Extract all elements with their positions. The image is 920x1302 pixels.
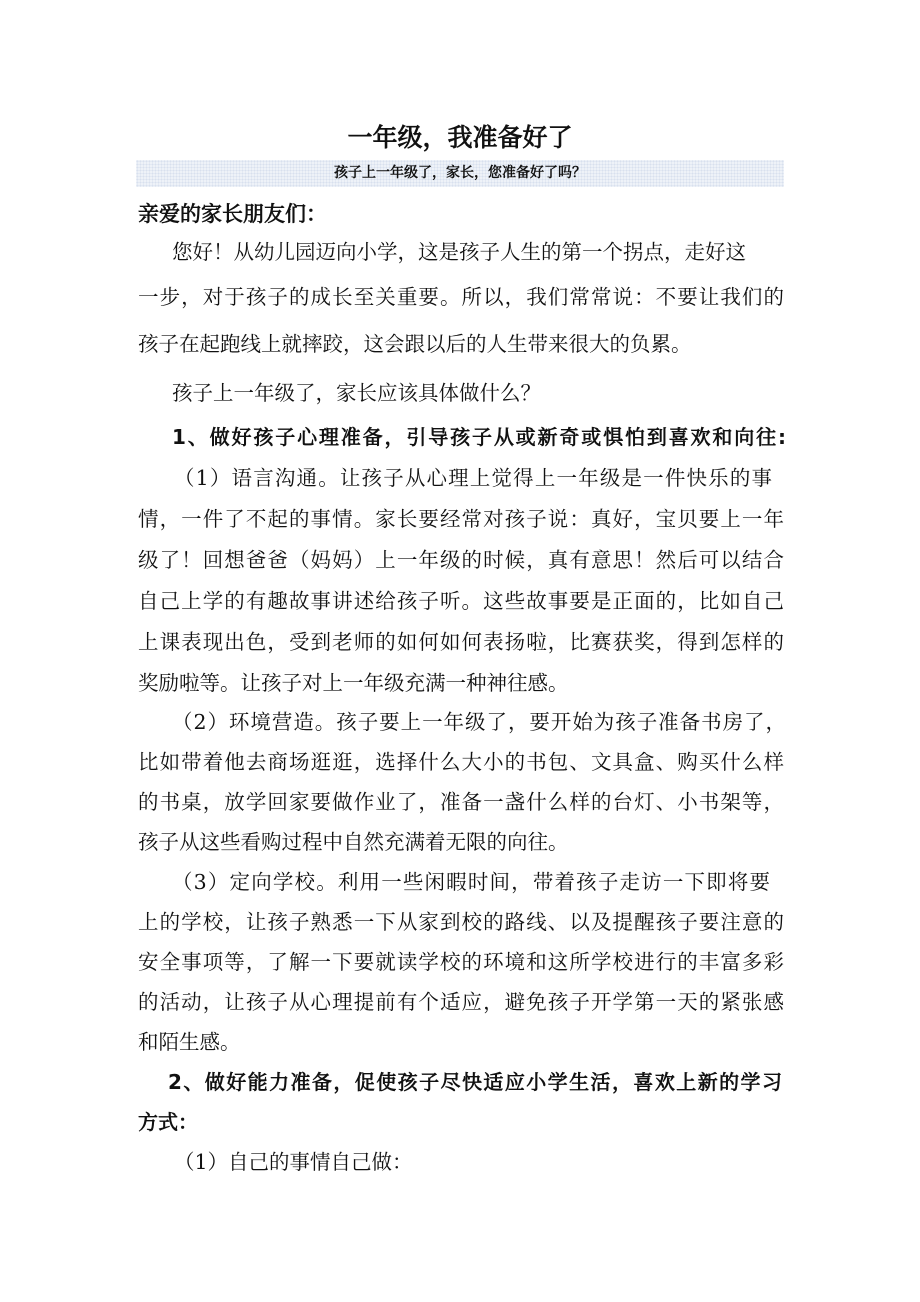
paragraph-line: （1）自己的事情自己做： [174,1150,413,1174]
paragraph-line: 比如带着他去商场逛逛，选择什么大小的书包、文具盒、购买什么样 [138,750,784,774]
section-heading-1: 1、做好孩子心理准备，引导孩子从或新奇或惧怕到喜欢和向往: [172,425,786,449]
paragraph-line: 安全事项等，了解一下要就读学校的环境和这所学校进行的丰富多彩 [138,950,784,974]
subtitle-banner: 孩子上一年级了，家长，您准备好了吗？ [136,160,784,187]
section-heading-2: 2、做好能力准备，促使孩子尽快适应小学生活，喜欢上新的学习 [168,1070,782,1094]
paragraph-line: 的书桌，放学回家要做作业了，准备一盏什么样的台灯、小书架等， [138,790,784,814]
paragraph-line: 奖励啦等。让孩子对上一年级充满一种神往感。 [138,671,569,695]
paragraph-line: 情，一件了不起的事情。家长要经常对孩子说：真好，宝贝要上一年 [138,507,784,531]
paragraph-line: 自己上学的有趣故事讲述给孩子听。这些故事要是正面的，比如自己 [138,589,784,613]
paragraph-line: 您好！从幼儿园迈向小学，这是孩子人生的第一个拐点，走好这 [172,240,746,264]
paragraph-line: 级了！回想爸爸（妈妈）上一年级的时候，真有意思！然后可以结合 [138,548,784,572]
paragraph-line: 孩子在起跑线上就摔跤，这会跟以后的人生带来很大的负累。 [138,332,692,356]
paragraph-line: 和陌生感。 [138,1030,241,1054]
paragraph-line: 一步，对于孩子的成长至关重要。所以，我们常常说：不要让我们的 [138,285,784,309]
document-title: 一年级，我准备好了 [347,123,573,152]
greeting: 亲爱的家长朋友们： [138,202,327,226]
paragraph-line: （3）定向学校。利用一些闲暇时间，带着孩子走访一下即将要 [172,870,770,894]
paragraph-line: 的活动，让孩子从心理提前有个适应，避免孩子开学第一天的紧张感 [138,990,784,1014]
paragraph-line: （1）语言沟通。让孩子从心理上觉得上一年级是一件快乐的事 [174,466,772,490]
paragraph-line: （2）环境营造。孩子要上一年级了，要开始为孩子准备书房了， [172,710,786,734]
question-line: 孩子上一年级了，家长应该具体做什么？ [172,381,541,405]
paragraph-line: 孩子从这些看购过程中自然充满着无限的向往。 [138,830,569,854]
paragraph-line: 上的学校，让孩子熟悉一下从家到校的路线、以及提醒孩子要注意的 [138,910,784,934]
paragraph-line: 上课表现出色，受到老师的如何如何表扬啦，比赛获奖，得到怎样的 [138,630,784,654]
section-heading-2-cont: 方式： [138,1110,198,1134]
